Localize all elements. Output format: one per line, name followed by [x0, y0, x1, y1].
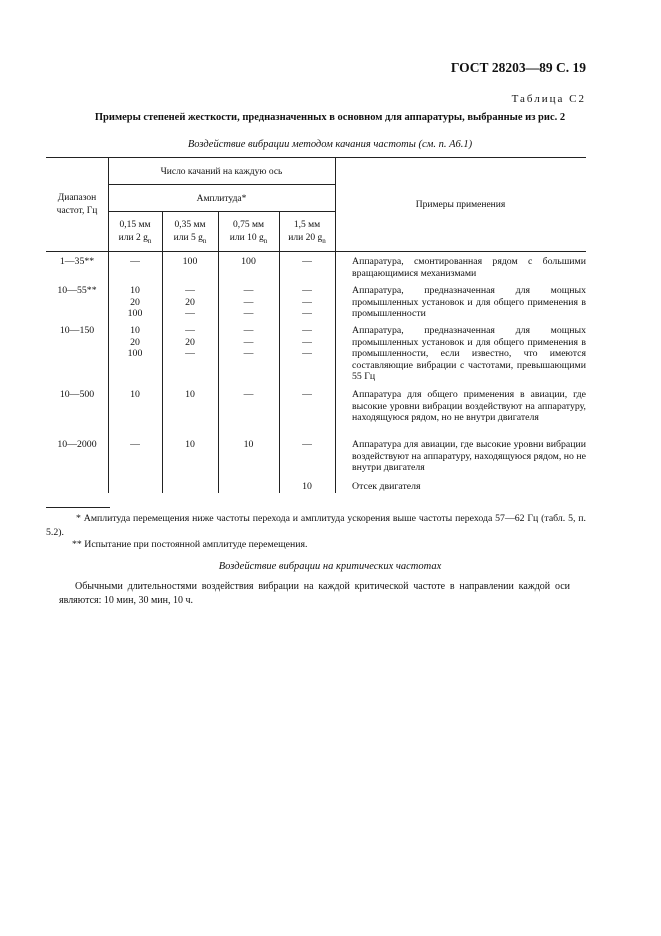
col-header-amp-1: 0,15 мм или 2 $g_n$ — [118, 220, 152, 245]
row3-c2: — 20 — — [185, 325, 195, 359]
row5-c3: 10 — [243, 439, 254, 450]
row2-c3: — — — — [243, 285, 254, 319]
header-bottom-border — [46, 251, 586, 252]
row1-c3: 100 — [241, 256, 256, 267]
col-header-amp-4: 1,5 мм или 20 $g_n$ — [288, 220, 326, 245]
row6-desc: Отсек двигателя — [352, 481, 421, 492]
row5-c2: 10 — [185, 439, 195, 450]
footnote-amplitude: * Амплитуда перемещения ниже частоты перехода и амплитуда ускорения выше частоты перехода 57—62 Гц (табл. 5, п. 5.2). — [46, 513, 586, 538]
row4-desc: Аппаратура для общего применения в авиации, где высокие уровни вибрации воздействуют на аппаратуру, находящуюся рядом, но не внутри двигателя — [352, 389, 586, 423]
col-header-amplitude: Амплитуда* — [196, 194, 247, 204]
row3-desc: Аппаратура, предназначенная для мощных промышленных установок и для общего применения в промышленности, если известно, что имеются составляющие вибрации с частотами, превышающими 55 Гц — [352, 325, 586, 382]
col-header-range: Диапазон частот, Гц — [56, 193, 98, 216]
row1-range: 1—35** — [59, 256, 95, 267]
row5-desc: Аппаратура для авиации, где высокие уровни вибрации воздействуют на аппаратуру, находящуюся рядом, но не внутри двигателя — [352, 439, 586, 473]
row4-c3: — — [243, 389, 254, 400]
row5-c1: — — [130, 439, 140, 450]
header-divider-amplitude — [108, 211, 335, 212]
col-header-examples: Примеры применения — [415, 200, 506, 210]
row4-c2: 10 — [185, 389, 195, 400]
table-subtitle: Воздействие вибрации методом качания частоты (см. п. А6.1) — [187, 139, 473, 150]
row3-c3: — — — — [243, 325, 254, 359]
row1-c4: — — [302, 256, 312, 267]
row3-c1: 10 20 100 — [127, 325, 143, 359]
table-title: Примеры степеней жесткости, предназначенных в основном для аппаратуры, выбранные из рис. 2 — [94, 112, 566, 123]
footnote-rule — [46, 507, 110, 508]
row1-c2: 100 — [182, 256, 198, 267]
body-paragraph: Обычными длительностями воздействия вибрации на каждой критической частоте в направлении каждой оси являются: 10 мин, 30 мин, 10 ч. — [59, 581, 570, 606]
row3-c4: — — — — [302, 325, 312, 359]
col-header-amp-2: 0,35 мм или 5 $g_n$ — [173, 220, 207, 245]
row4-range: 10—500 — [59, 389, 95, 400]
row4-c4: — — [302, 389, 312, 400]
section-title: Воздействие вибрации на критических частотах — [218, 561, 442, 572]
row3-range: 10—150 — [59, 325, 95, 336]
page-header: ГОСТ 28203—89 С. 19 — [450, 60, 586, 75]
row2-c4: — — — — [302, 285, 312, 319]
row5-c4: — — [302, 439, 312, 450]
row4-c1: 10 — [130, 389, 140, 400]
col-header-amp-3: 0,75 мм или 10 $g_n$ — [229, 220, 268, 245]
row2-c1: 10 20 100 — [127, 285, 143, 319]
row6-c4: 10 — [302, 481, 312, 492]
row1-desc: Аппаратура, смонтированная рядом с большими вращающимися механизмами — [352, 256, 586, 279]
col-header-cycles: Число качаний на каждую ось — [160, 167, 283, 177]
table-top-border — [46, 157, 586, 158]
row1-c1: — — [130, 256, 140, 267]
row5-range: 10—2000 — [57, 439, 97, 450]
table-label: Таблица С2 — [511, 93, 586, 105]
row2-c2: — 20 — — [185, 285, 195, 319]
row2-range: 10—55** — [57, 285, 97, 296]
row2-desc: Аппаратура, предназначенная для мощных промышленных установок и для общего применения в промышленности — [352, 285, 586, 319]
header-divider-cycles — [108, 184, 335, 185]
footnote-constant-amplitude: ** Испытание при постоянной амплитуде перемещения. — [72, 539, 308, 550]
